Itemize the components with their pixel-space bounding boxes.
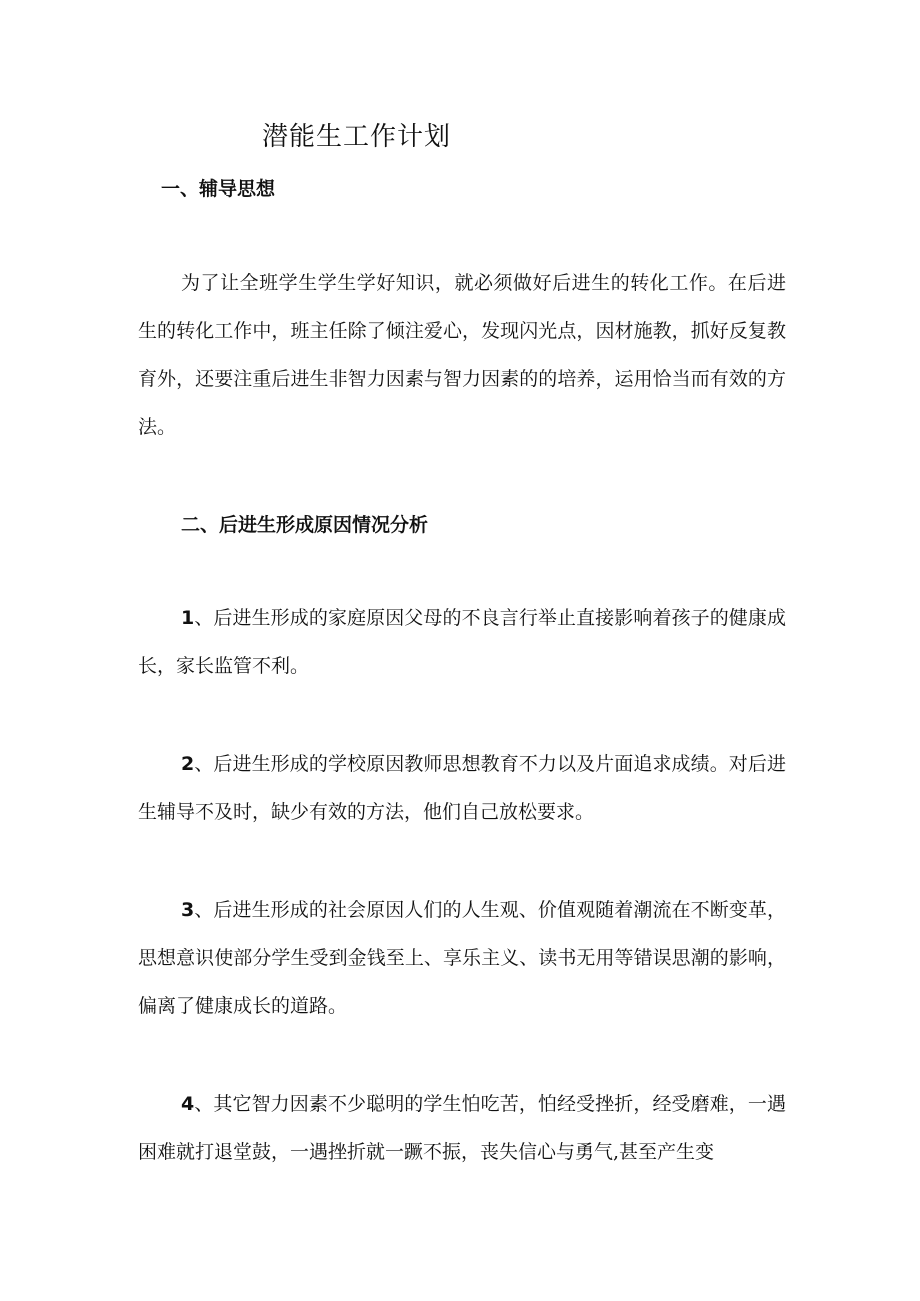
item-text: 、后进生形成的学校原因教师思想教育不力以及片面追求成绩。对后进生辅导不及时，缺少有效的方法，他们自己放松要求。 <box>138 753 786 823</box>
item-number: 1 <box>181 607 195 629</box>
paragraph-guidance: 为了让全班学生学生学好知识，就必须做好后进生的转化工作。在后进生的转化工作中，班主任除了倾注爱心，发现闪光点，因材施教，抓好反复教育外，还要注重后进生非智力因素与智力因素的的培养，运用恰当而有效的方法。 <box>138 272 786 438</box>
item-number: 3 <box>181 899 195 921</box>
analysis-item-4 <box>138 1080 786 1176</box>
analysis-item-2 <box>138 740 786 836</box>
section-heading-analysis: 二、后进生形成原因情况分析 <box>181 514 429 536</box>
analysis-item-1 <box>138 594 786 690</box>
item-number: 2 <box>181 753 195 775</box>
item-number: 4 <box>181 1093 195 1115</box>
item-text: 、后进生形成的社会原因人们的人生观、价值观随着潮流在不断变革，思想意识使部分学生受到金钱至上、享乐主义、读书无用等错误思潮的影响，偏离了健康成长的道路。 <box>138 899 786 1017</box>
item-text: 、后进生形成的家庭原因父母的不良言行举止直接影响着孩子的健康成长，家长监管不利。 <box>138 607 786 677</box>
item-text: 、其它智力因素不少聪明的学生怕吃苦，怕经受挫折，经受磨难，一遇困难就打退堂鼓，一遇挫折就一蹶不振，丧失信心与勇气,甚至产生变 <box>138 1093 786 1163</box>
document-title: 潜能生工作计划 <box>262 122 452 152</box>
analysis-item-3 <box>138 886 786 1030</box>
section-heading-guidance: 一、辅导思想 <box>161 178 276 200</box>
